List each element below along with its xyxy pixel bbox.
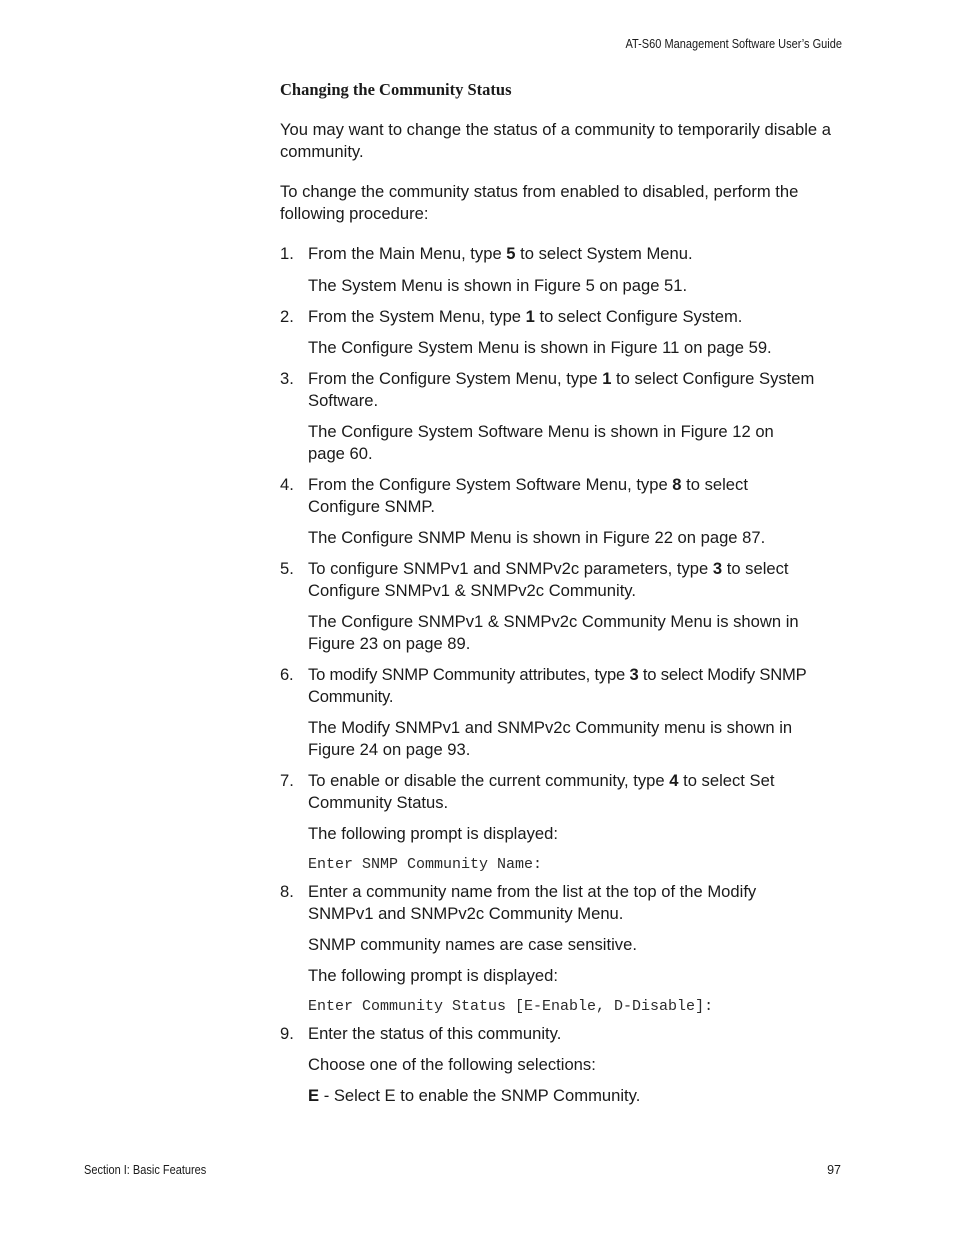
step-number: 6. bbox=[280, 665, 294, 684]
step-9 bbox=[280, 1023, 845, 1045]
step-text: To modify SNMP Community attributes, type 3 to select Modify SNMP Community. bbox=[308, 665, 807, 706]
step-number: 2. bbox=[280, 307, 294, 326]
step-7 bbox=[280, 770, 845, 814]
intro-paragraph-1: You may want to change the status of a community to temporarily disable a community. bbox=[280, 120, 831, 161]
step-text: Enter a community name from the list at the top of the Modify SNMPv1 and SNMPv2c Community Menu. bbox=[308, 882, 757, 923]
step-number: 7. bbox=[280, 771, 294, 790]
step-5-note: The Configure SNMPv1 & SNMPv2c Community Menu is shown in Figure 23 on page 89. bbox=[308, 612, 799, 653]
step-text: From the System Menu, type 1 to select Configure System. bbox=[308, 307, 743, 326]
step-4 bbox=[280, 474, 845, 518]
step-number: 8. bbox=[280, 882, 294, 901]
step-number: 3. bbox=[280, 369, 294, 388]
step-text: Enter the status of this community. bbox=[308, 1024, 562, 1043]
step-text: From the Main Menu, type 5 to select System Menu. bbox=[308, 244, 693, 263]
step-3-note: The Configure System Software Menu is shown in Figure 12 on page 60. bbox=[308, 422, 774, 463]
step-2-note: The Configure System Menu is shown in Figure 11 on page 59. bbox=[308, 338, 772, 357]
prompt-code: Enter Community Status [E-Enable, D-Disable]: bbox=[308, 998, 714, 1015]
step-text: From the Configure System Software Menu, type 8 to select Configure SNMP. bbox=[308, 475, 748, 516]
step-number: 4. bbox=[280, 475, 294, 494]
step-8-note-2: The following prompt is displayed: bbox=[308, 966, 558, 985]
page-number: 97 bbox=[827, 1163, 841, 1177]
step-text: From the Configure System Menu, type 1 to select Configure System Software. bbox=[308, 369, 815, 410]
footer-section: Section I: Basic Features bbox=[84, 1163, 207, 1177]
step-8-note: SNMP community names are case sensitive. bbox=[308, 935, 637, 954]
step-number: 5. bbox=[280, 559, 294, 578]
step-number: 9. bbox=[280, 1024, 294, 1043]
option-e: E - Select E to enable the SNMP Community. bbox=[308, 1086, 641, 1105]
step-9-note: Choose one of the following selections: bbox=[308, 1055, 596, 1074]
step-4-note: The Configure SNMP Menu is shown in Figure 22 on page 87. bbox=[308, 528, 766, 547]
step-3 bbox=[280, 368, 845, 412]
intro-paragraph-2: To change the community status from enabled to disabled, perform the following procedure: bbox=[280, 182, 799, 223]
step-7-note: The following prompt is displayed: bbox=[308, 824, 558, 843]
step-number: 1. bbox=[280, 244, 294, 263]
step-text: To enable or disable the current community, type 4 to select Set Community Status. bbox=[308, 771, 775, 812]
step-1 bbox=[280, 243, 845, 265]
running-header: AT-S60 Management Software User’s Guide bbox=[625, 37, 842, 51]
step-1-note: The System Menu is shown in Figure 5 on page 51. bbox=[308, 276, 688, 295]
prompt-code: Enter SNMP Community Name: bbox=[308, 856, 543, 873]
section-heading: Changing the Community Status bbox=[280, 80, 512, 99]
step-6-note: The Modify SNMPv1 and SNMPv2c Community menu is shown in Figure 24 on page 93. bbox=[308, 718, 793, 759]
step-text: To configure SNMPv1 and SNMPv2c parameters, type 3 to select Configure SNMPv1 & SNMPv2c Community. bbox=[308, 559, 789, 600]
step-8 bbox=[280, 881, 845, 925]
page-content bbox=[280, 78, 845, 1107]
step-2 bbox=[280, 306, 845, 328]
step-6 bbox=[280, 664, 845, 708]
step-5 bbox=[280, 558, 845, 602]
